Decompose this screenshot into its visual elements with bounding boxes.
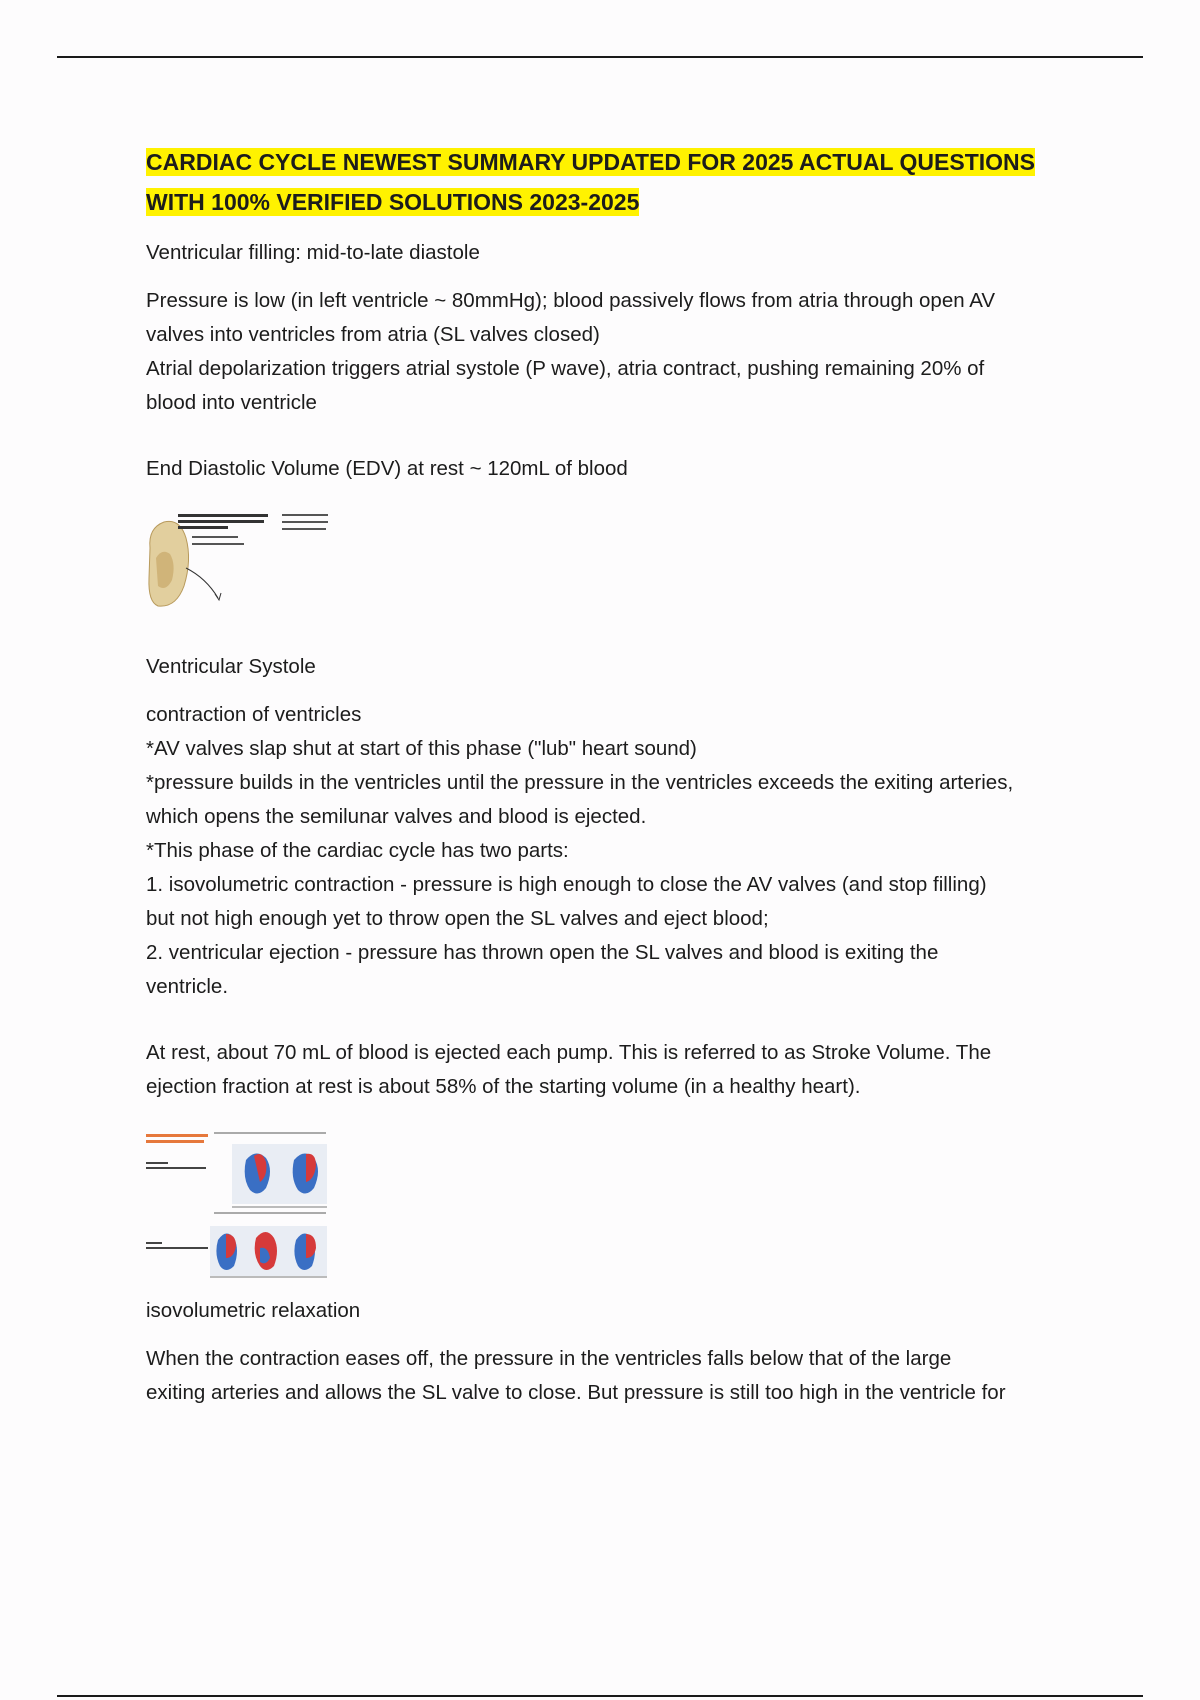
paragraph-line: valves into ventricles from atria (SL valves closed): [146, 323, 600, 346]
relaxation-paragraph: [146, 1342, 1106, 1410]
paragraph-line: *AV valves slap shut at start of this phase ("lub" heart sound): [146, 737, 697, 760]
paragraph-line: *This phase of the cardiac cycle has two parts:: [146, 839, 569, 862]
paragraph-line: 1. isovolumetric contraction - pressure is high enough to close the AV valves (and stop filling): [146, 873, 987, 896]
top-rule: [57, 56, 1143, 58]
title-line-1: CARDIAC CYCLE NEWEST SUMMARY UPDATED FOR 2025 ACTUAL QUESTIONS: [146, 149, 1035, 175]
heart-systole-figure: [146, 1130, 331, 1280]
paragraph-line: ejection fraction at rest is about 58% of the starting volume (in a healthy heart).: [146, 1075, 861, 1098]
paragraph-line: blood into ventricle: [146, 391, 317, 414]
paragraph-line: ventricle.: [146, 975, 229, 998]
paragraph-line: *pressure builds in the ventricles until the pressure in the ventricles exceeds the exiting arteries,: [146, 771, 1014, 794]
section-heading-systole: Ventricular Systole: [146, 655, 316, 678]
section-heading-filling: Ventricular filling: mid-to-late diastole: [146, 241, 480, 264]
systole-paragraph: [146, 698, 1106, 1004]
title-line-2: WITH 100% VERIFIED SOLUTIONS 2023-2025: [146, 189, 640, 215]
paragraph-line: contraction of ventricles: [146, 703, 362, 726]
paragraph-line: Pressure is low (in left ventricle ~ 80mmHg); blood passively flows from atria through open AV: [146, 289, 996, 312]
filling-paragraph: [146, 284, 1106, 420]
section-heading-relaxation: isovolumetric relaxation: [146, 1299, 361, 1322]
edv-text: End Diastolic Volume (EDV) at rest ~ 120mL of blood: [146, 457, 628, 480]
paragraph-line: When the contraction eases off, the pressure in the ventricles falls below that of the large: [146, 1347, 952, 1370]
paragraph-line: 2. ventricular ejection - pressure has thrown open the SL valves and blood is exiting the: [146, 941, 939, 964]
bottom-rule: [57, 1695, 1143, 1697]
paragraph-line: Atrial depolarization triggers atrial systole (P wave), atria contract, pushing remaining 20% of: [146, 357, 985, 380]
paragraph-line: which opens the semilunar valves and blood is ejected.: [146, 805, 647, 828]
heart-diastole-figure: [146, 508, 331, 618]
document-title: [146, 142, 1106, 222]
paragraph-line: exiting arteries and allows the SL valve to close. But pressure is still too high in the ventricle for: [146, 1381, 1006, 1404]
stroke-volume-paragraph: [146, 1036, 1106, 1104]
paragraph-line: At rest, about 70 mL of blood is ejected each pump. This is referred to as Stroke Volume. The: [146, 1041, 992, 1064]
paragraph-line: but not high enough yet to throw open the SL valves and eject blood;: [146, 907, 769, 930]
document-body: [146, 142, 1106, 1410]
